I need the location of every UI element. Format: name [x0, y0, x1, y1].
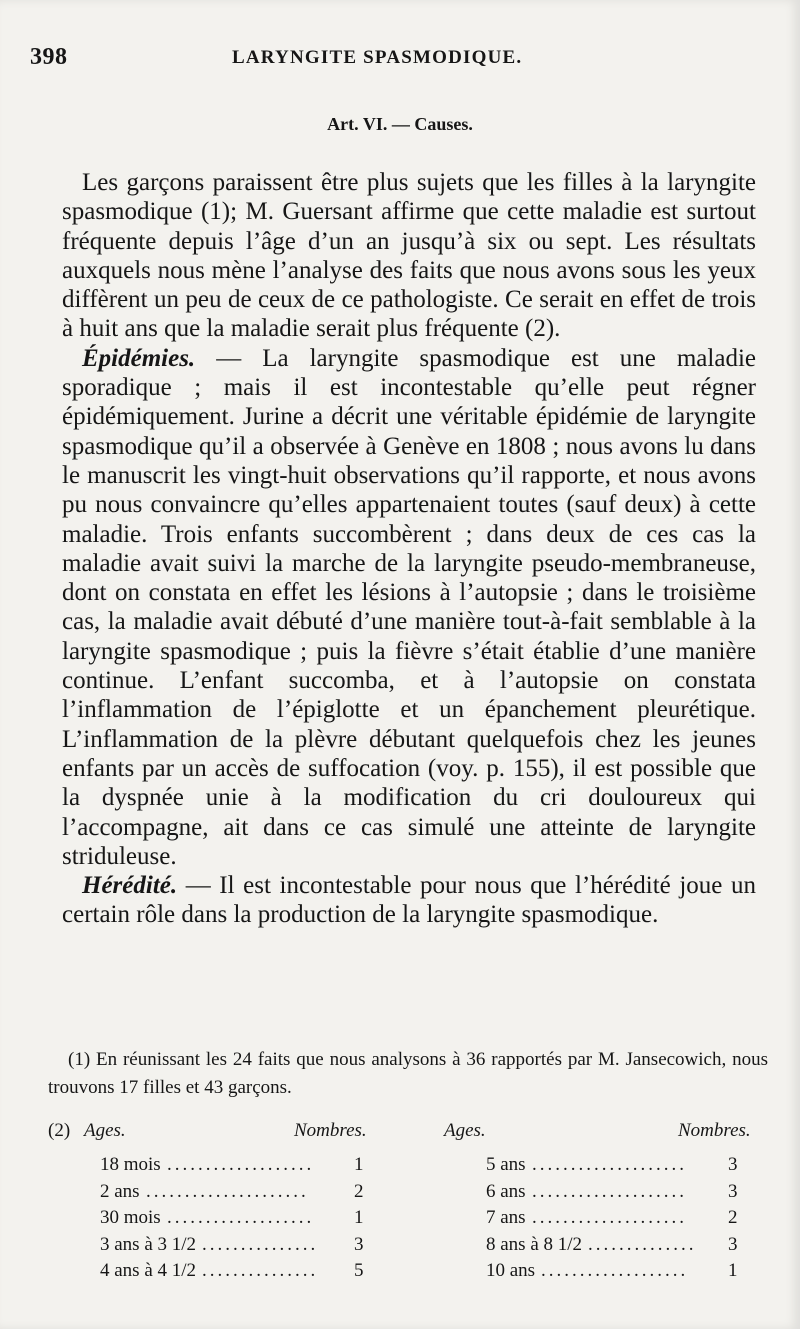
leader-dots: ............... [202, 1233, 319, 1255]
count-right: 3 [728, 1233, 738, 1255]
page-number: 398 [30, 44, 68, 70]
count-left: 2 [354, 1180, 364, 1202]
leader-dots: .................... [532, 1180, 687, 1202]
header-ages-left: Ages. [84, 1120, 126, 1141]
leader-dots: ................... [541, 1260, 689, 1281]
leader-dots: ............... [202, 1260, 319, 1281]
age-left: 30 mois [100, 1207, 161, 1228]
paragraph-epidemies-text: — La laryngite spasmodique est une maladie sporadique ; mais il est incontestable qu’elle peut régner épidémiquement. Jurine a décrit une véritable épidémie de laryngite spasmodique qu’il a observée à Genève en 1808 ; nous avons lu dans le manuscrit les vingt-huit observations qu’il rapporte, et nous avons pu nous convaincre qu’elles appartenaient toutes (sauf deux) à cette maladie. Trois enfants succombèrent ; dans deux de ces cas la maladie avait suivi la marche de la laryngite pseudo-membraneuse, dont on constata en effet les lésions à l’autopsie ; dans le troisième cas, la maladie avait débuté d’une manière tout-à-fait semblable à la laryngite spasmodique ; puis la fièvre s’était établie d’une manière continue. L’enfant succomba, et à l’autopsie on constata l’inflammation de l’épiglotte et un épanchement pleurétique. L’inflammation de la plèvre débutant quelquefois chez les jeunes enfants par un accès de suffocation (voy. p. 155), il est possible que la dyspnée unie à la modification du cri douloureux qui l’accompagne, ait dans ce cas simulé une atteinte de laryngite striduleuse. [62, 344, 756, 870]
leader-dots: .............. [588, 1233, 697, 1255]
body-text [62, 168, 756, 930]
age-left: 2 ans [100, 1180, 140, 1202]
count-right: 2 [728, 1207, 738, 1228]
footnote-2-ages-table [48, 1120, 768, 1287]
leader-dots: ................... [167, 1154, 315, 1175]
ages-table-row [48, 1207, 768, 1234]
ages-table-rows [48, 1154, 768, 1287]
paragraph-causes: Les garçons paraissent être plus sujets que les filles à la laryngite spasmodique (1); M. Guersant affirme que cette maladie est surtout fréquente depuis l’âge d’un an jusqu’à six ou sept. Les résultats auxquels nous mène l’analyse des faits que nous avons sous les yeux diffèrent un peu de ceux de ce pathologiste. Ce serait en effet de trois à huit ans que la maladie serait plus fréquente (2). [62, 169, 756, 343]
header-nombres-left: Nombres. [294, 1120, 367, 1141]
paragraph-heredite-text: — Il est incontestable pour nous que l’hérédité joue un certain rôle dans la production de la laryngite spasmodique. [62, 872, 756, 929]
count-right: 1 [728, 1260, 738, 1281]
count-right: 3 [728, 1180, 738, 1202]
age-right: 8 ans à 8 1/2 [486, 1233, 583, 1255]
ages-table-row [48, 1234, 768, 1261]
footnotes [48, 1046, 768, 1102]
age-left: 4 ans à 4 1/2 [100, 1260, 197, 1281]
leader-dots: .................... [532, 1154, 687, 1175]
age-right: 7 ans [486, 1207, 526, 1228]
ages-table-row [48, 1260, 768, 1287]
age-left: 3 ans à 3 1/2 [100, 1233, 197, 1255]
page-header [30, 44, 760, 74]
run-in-heading-epidemies: Épidémies. [82, 344, 196, 372]
age-right: 6 ans [486, 1180, 526, 1202]
count-right: 3 [728, 1154, 738, 1175]
age-right: 10 ans [486, 1260, 536, 1281]
ages-table-row [48, 1181, 768, 1208]
footnote-1: (1) En réunissant les 24 faits que nous analysons à 36 rapportés par M. Jansecowich, nous trouvons 17 filles et 43 garçons. [48, 1049, 768, 1098]
section-heading: Art. VI. — Causes. [327, 114, 473, 134]
count-left: 3 [354, 1233, 364, 1255]
run-in-heading-heredite: Hérédité. [82, 872, 178, 900]
footnote-2-marker: (2) [48, 1120, 71, 1141]
count-left: 5 [354, 1260, 364, 1281]
count-left: 1 [354, 1207, 364, 1228]
age-left: 18 mois [100, 1154, 161, 1175]
paragraph-epidemies [62, 344, 756, 871]
leader-dots: ................... [167, 1207, 315, 1228]
header-ages-right: Ages. [444, 1120, 486, 1141]
leader-dots: ..................... [146, 1180, 309, 1202]
paragraph-heredite [62, 871, 756, 930]
count-left: 1 [354, 1154, 364, 1175]
header-nombres-right: Nombres. [678, 1120, 751, 1141]
ages-table-row [48, 1154, 768, 1181]
ages-table-header [48, 1120, 768, 1154]
leader-dots: .................... [532, 1207, 687, 1228]
age-right: 5 ans [486, 1154, 526, 1175]
running-title: LARYNGITE SPASMODIQUE. [232, 47, 523, 68]
